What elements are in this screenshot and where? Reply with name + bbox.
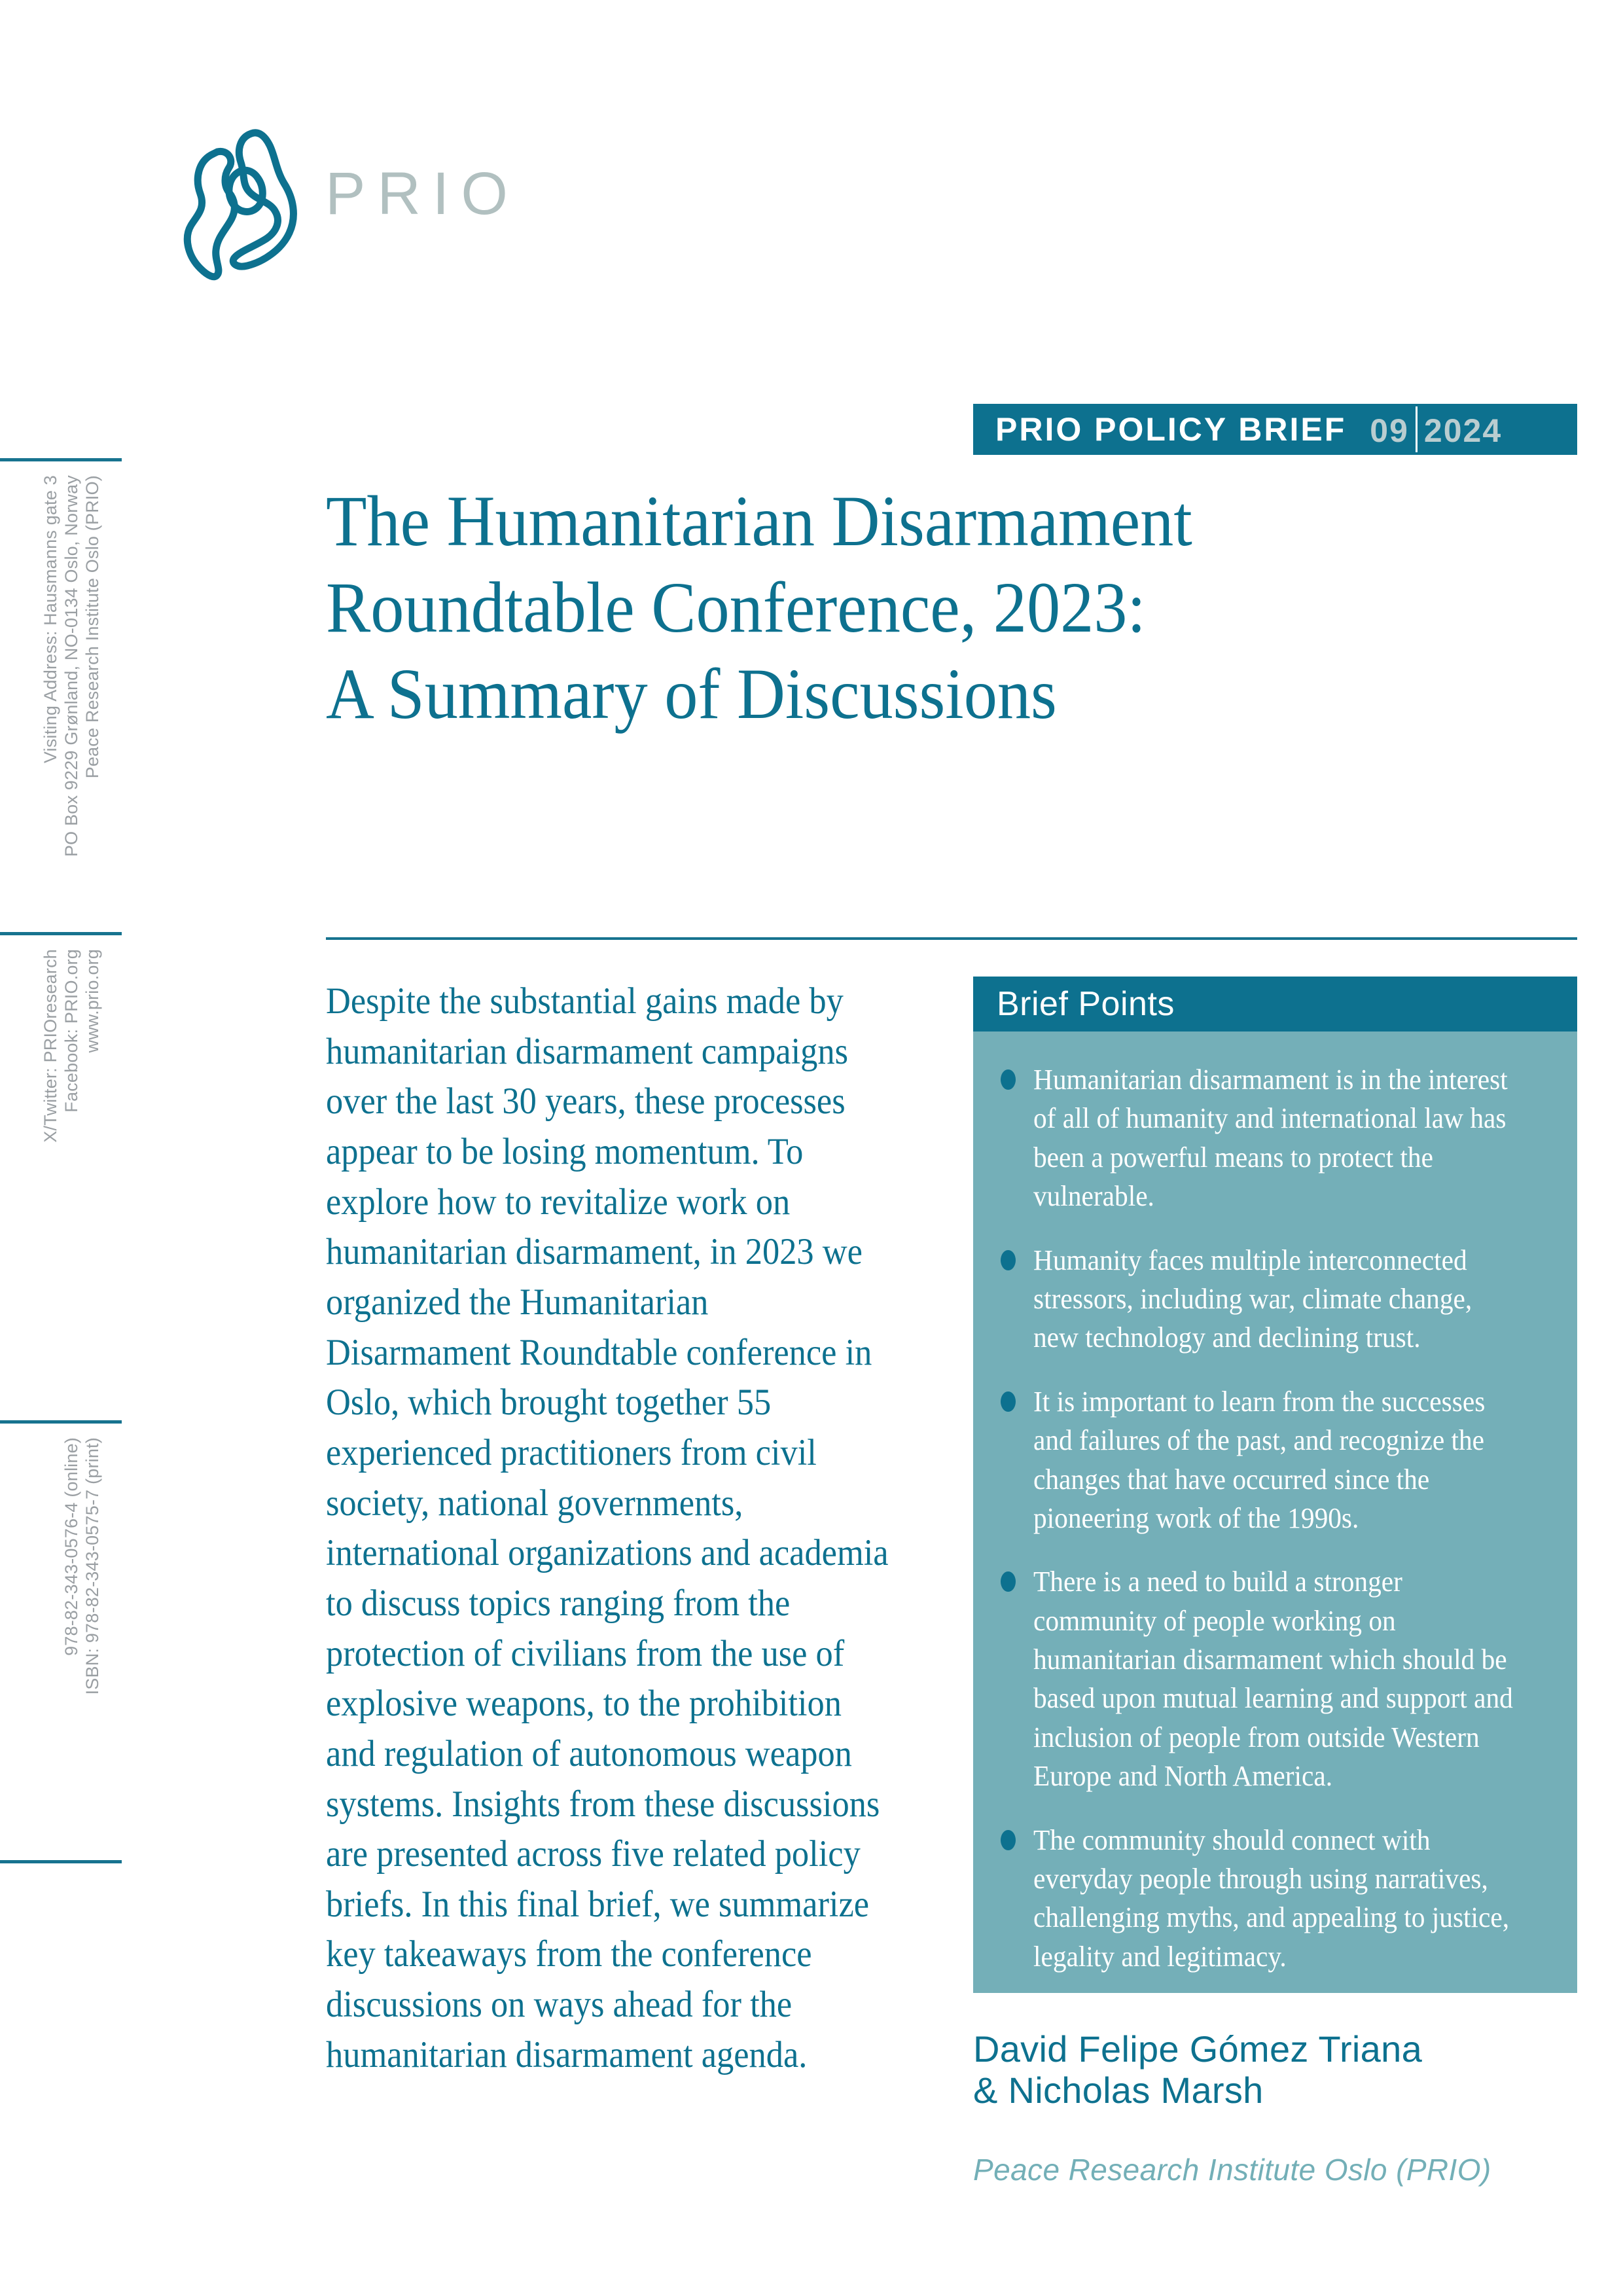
bullet-dot-icon — [1001, 1571, 1016, 1592]
brief-point-item — [997, 1060, 1554, 1216]
sidebar-address-line-2: PO Box 9229 Grønland, NO-0134 Oslo, Norway — [62, 475, 81, 857]
brief-point-text: The community should connect with everyday people through using narratives, challenging myths, and appealing to justice, legality and legitimacy. — [1033, 1823, 1510, 1973]
sidebar-divider-4 — [0, 1860, 122, 1863]
banner-issue-separator — [1416, 406, 1418, 452]
bullet-dot-icon — [1001, 1250, 1016, 1270]
brief-point-item — [997, 1382, 1554, 1538]
sidebar-isbn-block — [0, 1428, 124, 1795]
author-names — [973, 2029, 1601, 2111]
page-title-line-1: The Humanitarian Disarmament — [326, 481, 1192, 561]
sidebar-web-block — [0, 940, 124, 1267]
banner-issue-year: 2024 — [1423, 412, 1503, 449]
prio-wordmark: PRIO — [325, 160, 520, 227]
banner-issue-number: 09 — [1370, 412, 1409, 449]
sidebar-divider-1 — [0, 458, 122, 461]
brief-point-item — [997, 1821, 1554, 1977]
content-divider — [326, 937, 1577, 940]
bullet-dot-icon — [1001, 1069, 1016, 1090]
brief-points-box — [973, 1031, 1577, 1993]
brief-point-text: Humanitarian disarmament is in the interest of all of humanity and international law has been a powerful means to protect the vulnerable. — [1033, 1064, 1508, 1213]
brief-point-item — [997, 1562, 1554, 1795]
sidebar-address-line-1: Peace Research Institute Oslo (PRIO) — [82, 475, 102, 779]
sidebar-address-line-3: Visiting Address: Hausmanns gate 3 — [41, 475, 60, 764]
brief-point-item — [997, 1241, 1554, 1357]
brief-point-text: There is a need to build a stronger community of people working on humanitarian disarmament which should be based upon mutual learning and support and inclusion of people from outside Western Europe and North America. — [1033, 1566, 1513, 1793]
page-title-line-3: A Summary of Discussions — [326, 654, 1057, 734]
sidebar-divider-2 — [0, 932, 122, 935]
sidebar-web-line-1[interactable]: www.prio.org — [82, 949, 102, 1053]
bullet-dot-icon — [1001, 1391, 1016, 1412]
sidebar-web-line-3[interactable]: X/Twitter: PRIOresearch — [41, 949, 60, 1143]
banner-label: PRIO POLICY BRIEF — [995, 411, 1347, 448]
bullet-dot-icon — [1001, 1830, 1016, 1850]
left-sidebar — [0, 0, 275, 2296]
brief-point-text: Humanity faces multiple interconnected stressors, including war, climate change, new technology and declining trust. — [1033, 1244, 1472, 1354]
sidebar-divider-3 — [0, 1420, 122, 1424]
sidebar-isbn-print: ISBN: 978-82-343-0575-7 (print) — [82, 1437, 102, 1695]
sidebar-address-block — [0, 466, 124, 891]
author-line-1: David Felipe Gómez Triana — [973, 2028, 1423, 2070]
lead-paragraph: Despite the substantial gains made by humanitarian disarmament campaigns over the last 30 years, these processes appear to be losing momentum. To explore how to revitalize work on humanitarian disarmament, in 2023 we organized the Humanitarian Disarmament Roundtable conference in Oslo, which brought together 55 experienced practitioners from civil society, national governments, international organizations and academia to discuss topics ranging from the protection of civilians from the use of explosive weapons, to the prohibition and regulation of autonomous weapon systems. Insights from these discussions are presented across five related policy briefs. In this final brief, we summarize key takeaways from the conference discussions on ways ahead for the humanitarian disarmament agenda. — [326, 980, 889, 2075]
sidebar-web-line-2[interactable]: Facebook: PRIO.org — [62, 949, 81, 1113]
page-title-line-2: Roundtable Conference, 2023: — [326, 567, 1146, 647]
page-title — [326, 478, 1495, 737]
author-line-2: & Nicholas Marsh — [973, 2069, 1264, 2111]
policy-brief-banner — [973, 404, 1577, 455]
brief-points-heading: Brief Points — [973, 977, 1577, 1031]
author-affiliation: Peace Research Institute Oslo (PRIO) — [973, 2153, 1491, 2187]
brief-point-text: It is important to learn from the successes and failures of the past, and recognize the changes that have occurred since the pioneering work of the 1990s. — [1033, 1385, 1486, 1534]
banner-issue — [1370, 406, 1502, 452]
sidebar-isbn-online: 978-82-343-0576-4 (online) — [62, 1437, 81, 1656]
